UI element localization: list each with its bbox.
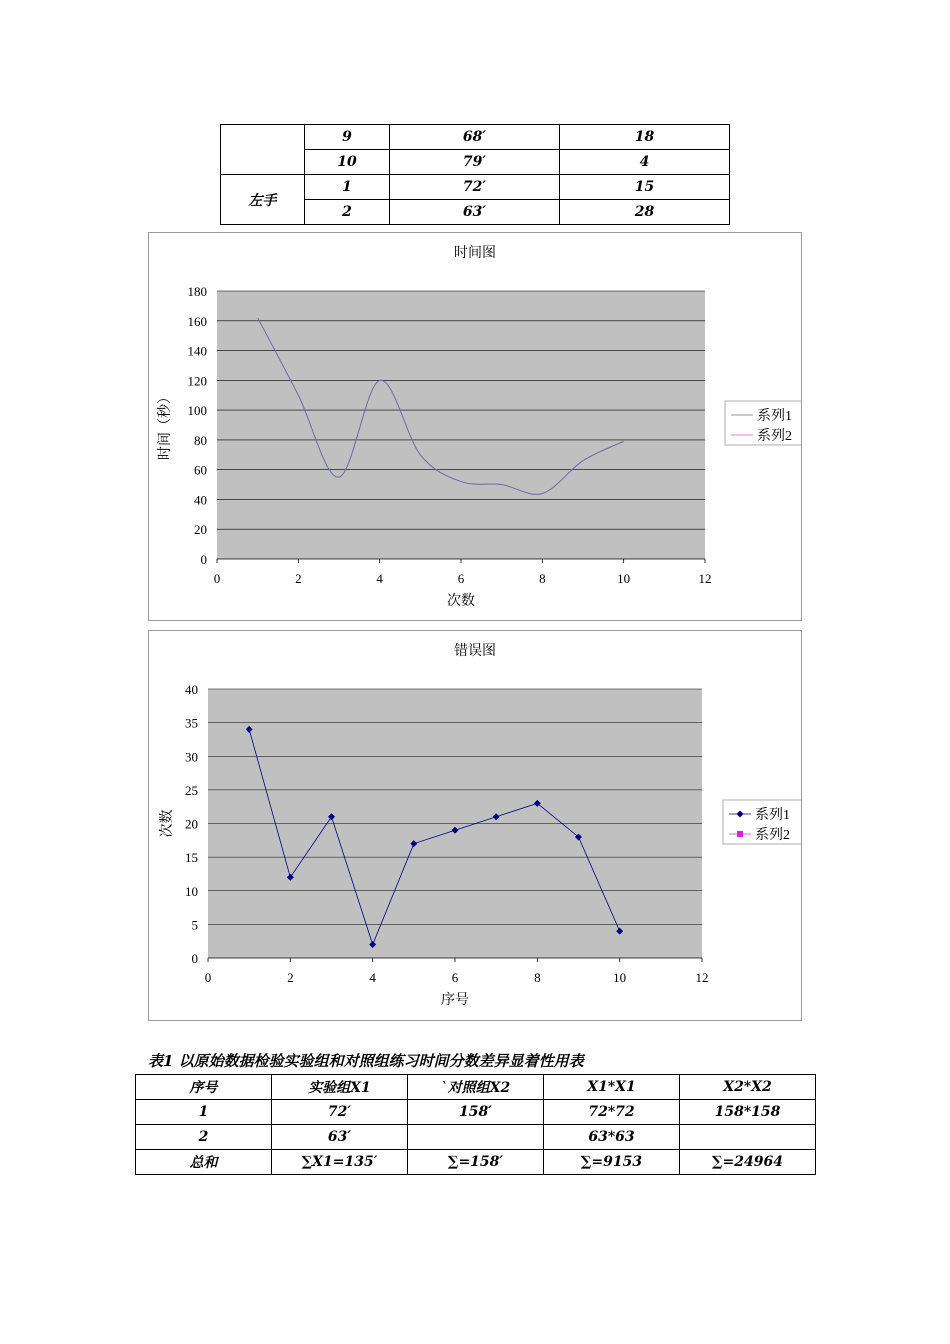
x-tick-label: 12 [695,970,709,985]
y-tick-label: 0 [200,552,207,567]
x-tick-label: 6 [451,970,459,985]
chart-title: 错误图 [454,644,496,659]
x-tick-label: 8 [534,970,541,985]
legend-label: 系列2 [755,828,790,843]
x-tick-label: 2 [287,970,294,985]
group-cell-left-hand: 左手 [221,175,305,225]
error-cell: 28 [560,200,730,225]
y-tick-label: 40 [185,682,198,697]
y-tick-label: 35 [185,715,198,731]
table-row [136,1125,816,1150]
table-cell: 158*158 [680,1100,816,1125]
table-row [221,125,730,150]
column-header: X2*X2 [680,1075,816,1100]
table-cell: 总和 [136,1150,272,1175]
table-cell: ∑=158′ [408,1150,544,1175]
y-tick-label: 15 [185,850,198,866]
time-cell: 68′ [390,125,560,150]
y-tick-label: 10 [185,883,198,899]
error-cell: 15 [560,175,730,200]
y-tick-label: 100 [187,403,207,419]
y-tick-label: 20 [194,522,207,538]
table-caption: 表1 以原始数据检验实验组和对照组练习时间分数差异显着性用表 [148,1052,584,1070]
x-tick-label: 8 [539,571,546,586]
legend-label: 系列1 [755,808,790,823]
y-tick-label: 20 [185,816,198,832]
table-cell: 2 [136,1125,272,1150]
legend-label: 系列2 [757,429,792,444]
number-cell: 1 [305,175,390,200]
y-tick-label: 160 [187,313,207,329]
table-cell [408,1125,544,1150]
time-chart [148,232,802,621]
table-cell [680,1125,816,1150]
x-tick-label: 4 [369,970,376,985]
table-cell: 63*63 [544,1125,680,1150]
x-tick-label: 6 [457,571,465,586]
x-tick-label: 4 [376,571,383,586]
y-tick-label: 40 [194,492,207,508]
y-tick-label: 140 [187,343,207,359]
table-cell: 63′ [272,1125,408,1150]
x-tick-label: 0 [204,970,212,985]
legend-label: 系列1 [757,409,792,424]
table-cell: 72′ [272,1100,408,1125]
y-tick-label: 30 [185,749,198,765]
number-cell: 9 [305,125,390,150]
number-cell: 10 [305,150,390,175]
y-tick-label: 60 [194,462,207,478]
x-tick-label: 12 [698,571,712,586]
stats-table [135,1074,816,1175]
number-cell: 2 [305,200,390,225]
table-cell: ∑X1=135′ [272,1150,408,1175]
table-cell: 158′ [408,1100,544,1125]
chart-title: 时间图 [454,246,496,261]
group-cell [221,125,305,175]
plot-area [217,291,705,559]
y-tick-label: 25 [185,782,198,798]
table-row [136,1100,816,1125]
column-header: 序号 [136,1075,272,1100]
x-axis-label: 次数 [447,594,475,609]
table-header-row [136,1075,816,1100]
x-tick-label: 10 [613,970,627,985]
time-cell: 79′ [390,150,560,175]
y-tick-label: 180 [187,284,207,299]
top-data-table [220,124,730,225]
time-cell: 72′ [390,175,560,200]
error-chart [148,630,802,1021]
table-cell: ∑=24964 [680,1150,816,1175]
legend-marker [737,811,744,818]
x-axis-label: 序号 [441,993,469,1008]
x-tick-label: 2 [295,571,302,586]
y-tick-label: 0 [191,951,198,966]
legend-marker [737,831,743,837]
time-chart-svg [149,233,801,620]
y-axis-label: 次数 [160,809,175,838]
x-tick-label: 0 [213,571,221,586]
y-axis-label: 时间（秒） [158,390,173,460]
table-row [221,175,730,200]
error-cell: 4 [560,150,730,175]
y-tick-label: 5 [191,917,198,933]
x-tick-label: 10 [617,571,631,586]
table-cell: ∑=9153 [544,1150,680,1175]
time-cell: 63′ [390,200,560,225]
table-cell: 1 [136,1100,272,1125]
table-row [136,1150,816,1175]
y-tick-label: 120 [187,373,207,389]
error-chart-svg [149,631,801,1020]
table-cell: 72*72 [544,1100,680,1125]
y-tick-label: 80 [194,432,207,448]
column-header: `对照组X2 [408,1075,544,1100]
column-header: X1*X1 [544,1075,680,1100]
error-cell: 18 [560,125,730,150]
column-header: 实验组X1 [272,1075,408,1100]
